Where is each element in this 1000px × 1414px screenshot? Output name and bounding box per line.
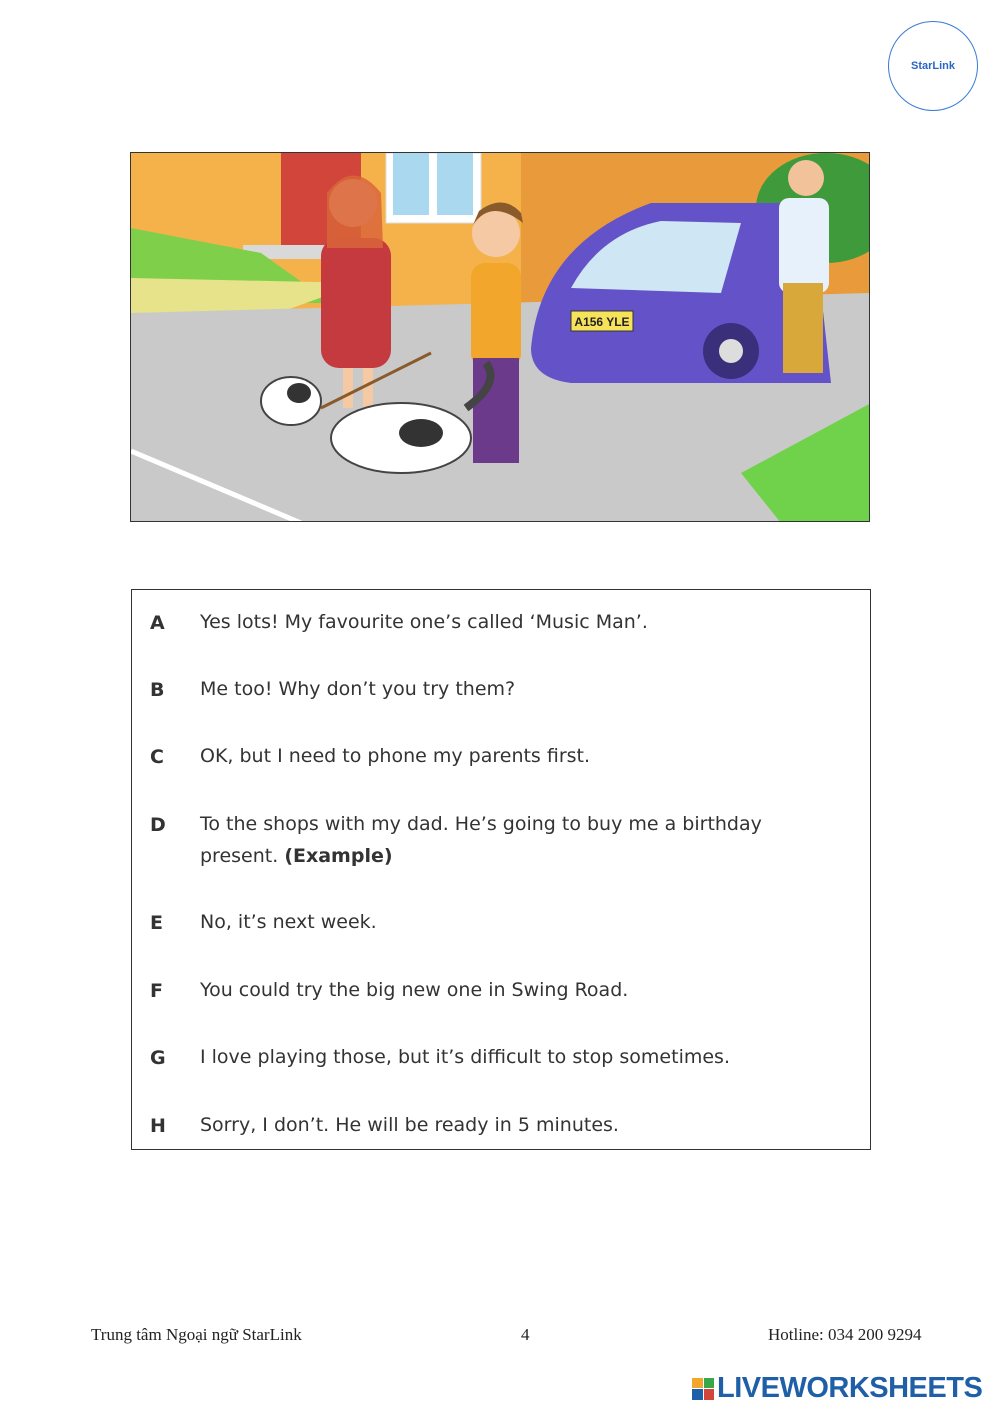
- option-text: Sorry, I don’t. He will be ready in 5 minutes.: [200, 1114, 619, 1136]
- option-letter: G: [150, 1047, 166, 1069]
- wheel-hub: [719, 339, 743, 363]
- option-letter: F: [150, 980, 163, 1002]
- boy-jumper: [471, 263, 521, 368]
- girl-leg: [343, 368, 353, 408]
- option-text: To the shops with my dad. He’s going to buy me a birthday present.: [200, 813, 762, 867]
- footer-center-name: Trung tâm Ngoại ngữ StarLink: [91, 1325, 302, 1344]
- option-text: No, it’s next week.: [200, 911, 377, 933]
- option-letter: C: [150, 746, 164, 768]
- man-head: [788, 160, 824, 196]
- footer-hotline: Hotline: 034 200 9294: [768, 1325, 922, 1344]
- option-text: I love playing those, but it’s difficult to stop sometimes.: [200, 1046, 730, 1068]
- liveworksheets-icon: [692, 1378, 714, 1400]
- liveworksheets-watermark: [692, 1372, 982, 1405]
- man-trousers: [783, 283, 823, 373]
- girl-leg: [363, 368, 373, 408]
- girl-hair: [327, 176, 383, 249]
- starlink-logo: [888, 21, 978, 111]
- dog-ear: [287, 383, 311, 403]
- option-text: You could try the big new one in Swing Road.: [200, 979, 629, 1001]
- man-shirt: [779, 198, 829, 293]
- logo-text: StarLink: [910, 60, 955, 72]
- window-pane: [437, 153, 473, 215]
- window-pane: [393, 153, 429, 215]
- option-text-wrapper: [200, 808, 800, 872]
- scene-illustration: [130, 152, 870, 522]
- liveworksheets-text: LIVEWORKSHEETS: [717, 1372, 983, 1404]
- dog-patch: [399, 419, 443, 447]
- answer-options-box: [131, 589, 871, 1150]
- dog-head: [261, 377, 321, 425]
- option-text: OK, but I need to phone my parents first.: [200, 745, 591, 767]
- boy-trousers: [473, 358, 519, 463]
- street-scene-image: [131, 153, 870, 522]
- option-letter: A: [150, 612, 165, 634]
- option-letter: H: [150, 1115, 166, 1137]
- option-letter: E: [150, 912, 163, 934]
- option-letter: D: [150, 814, 166, 836]
- example-label: (Example): [284, 845, 393, 867]
- option-letter: B: [150, 679, 165, 701]
- option-text: Yes lots! My favourite one’s called ‘Music Man’.: [200, 611, 648, 633]
- option-text: Me too! Why don’t you try them?: [200, 678, 516, 700]
- footer-page-number: 4: [521, 1325, 530, 1344]
- license-plate-text: A156 YLE: [574, 315, 630, 329]
- girl-coat: [321, 238, 391, 368]
